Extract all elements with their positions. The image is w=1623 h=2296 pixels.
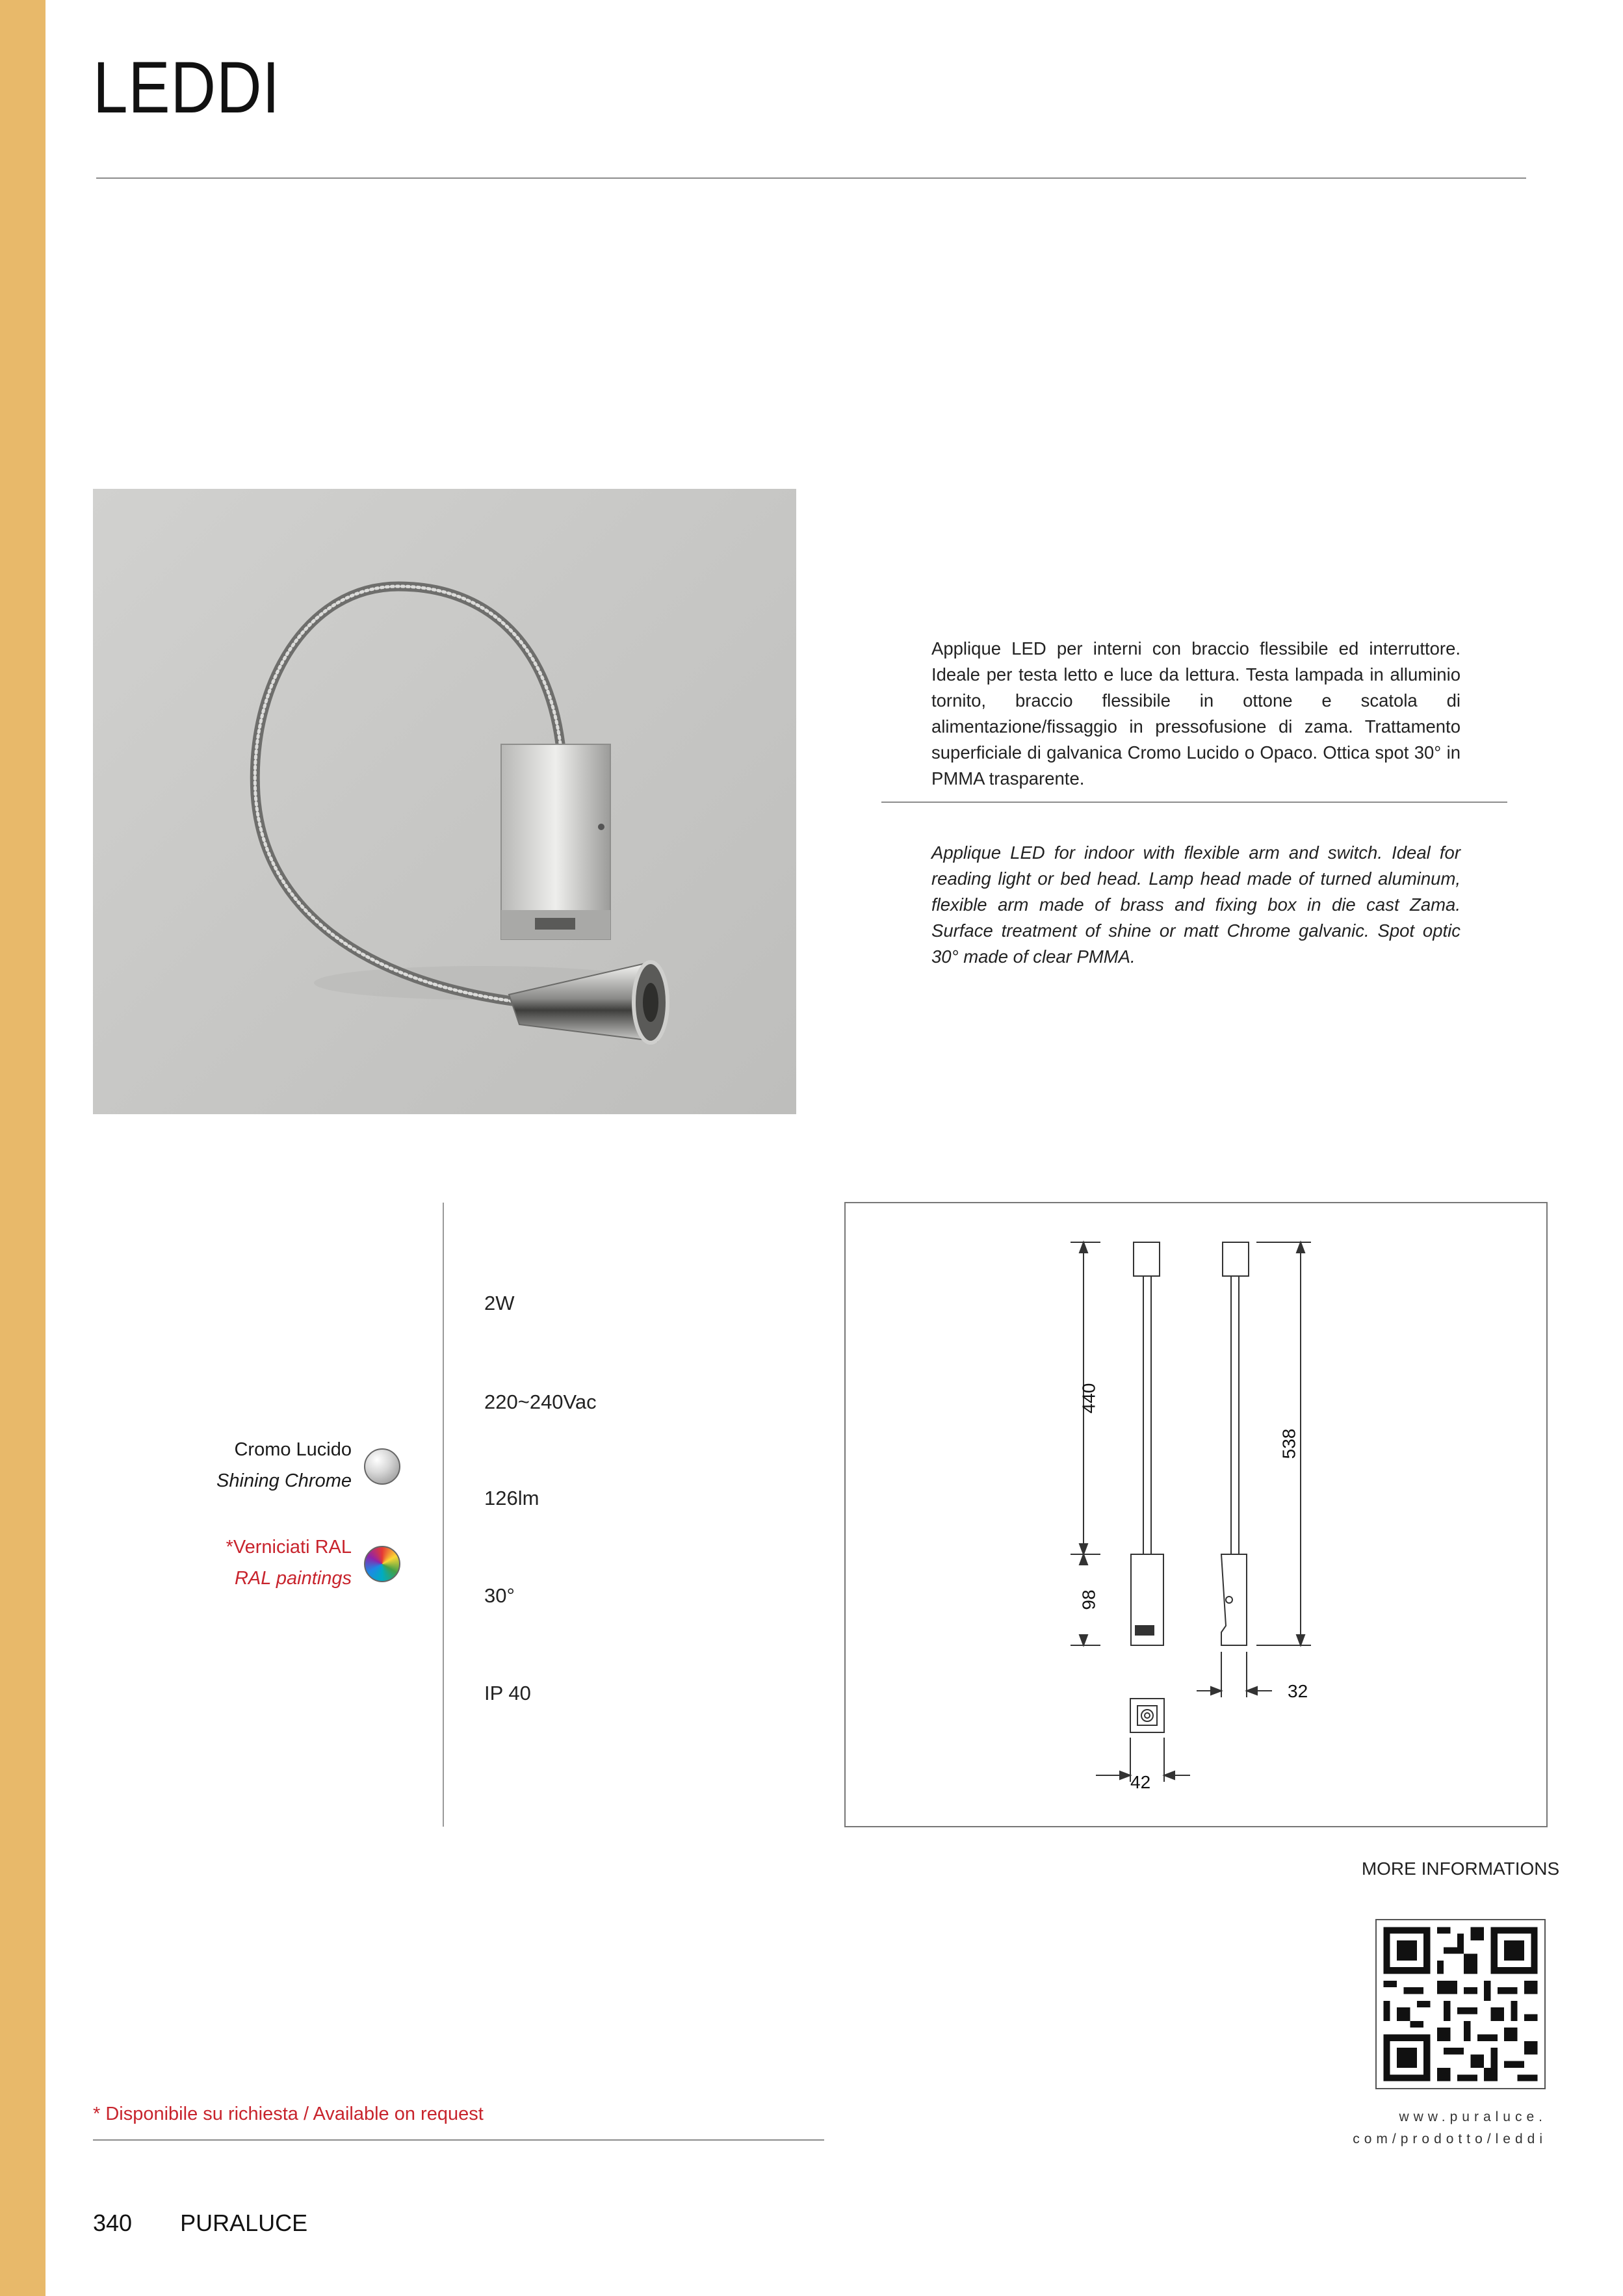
- description-english: Applique LED for indoor with flexible arm and switch. Ideal for reading light or bed head. Lamp head made of turned aluminum, flexible arm made of brass and fixing box in die cast Zama. Surface treatment of shine or matt Chrome galvanic. Spot optic 30° made of clear PMMA.: [931, 842, 1461, 967]
- page-number: 340: [93, 2210, 133, 2236]
- spec-ip-rating: IP 40: [484, 1682, 531, 1704]
- footnote-divider: [93, 2139, 824, 2141]
- spec-divider: [443, 1203, 444, 1827]
- finish-ral-name-it: *Verniciati RAL: [226, 1537, 352, 1558]
- dim-total-height: 538: [1279, 1428, 1299, 1459]
- more-info-label: MORE INFORMATIONS: [1361, 1859, 1560, 1879]
- spec-power: 2W: [484, 1292, 515, 1314]
- product-url-line1: www.puraluce.: [1399, 2109, 1547, 2124]
- qr-code-icon: [1377, 1920, 1544, 2088]
- availability-footnote: * Disponibile su richiesta / Available on request: [93, 2104, 484, 2124]
- finish-chrome-name-it: Cromo Lucido: [234, 1439, 352, 1460]
- dim-box-height: 98: [1078, 1589, 1099, 1610]
- page-footer: [93, 2209, 307, 2237]
- lamp-photo-illustration: [93, 489, 796, 1114]
- accent-side-band: [0, 0, 45, 2296]
- dim-arm-length: 440: [1078, 1383, 1099, 1414]
- title-divider: [96, 177, 1526, 179]
- spec-voltage: 220~240Vac: [484, 1390, 597, 1413]
- dim-width: 42: [1130, 1772, 1151, 1792]
- description-italian: Applique LED per interni con braccio flessibile ed interruttore. Ideale per testa letto e luce da lettura. Testa lampada in alluminio tornito, braccio flessibile in ottone e scatola di alimentazione/fissaggio in pressofusione di zama. Trattamento superficiale di galvanica Cromo Lucido o Opaco. Ottica spot 30° in PMMA trasparente.: [931, 638, 1461, 789]
- rainbow-swatch: [364, 1546, 400, 1582]
- technical-drawing: [844, 1202, 1548, 1827]
- product-url-line2: com/prodotto/leddi: [1353, 2132, 1547, 2146]
- product-url[interactable]: [1339, 2106, 1547, 2150]
- spec-beam-angle: 30°: [484, 1584, 515, 1607]
- finish-ral-name-en: RAL paintings: [234, 1568, 352, 1589]
- dim-depth: 32: [1288, 1681, 1308, 1701]
- brand-name: PURALUCE: [180, 2210, 308, 2236]
- product-photo: [93, 489, 796, 1114]
- chrome-swatch: [364, 1448, 400, 1485]
- dimension-drawing: [846, 1203, 1546, 1826]
- finish-ral-label: [226, 1532, 352, 1594]
- description-divider: [881, 802, 1507, 803]
- finish-chrome-name-en: Shining Chrome: [216, 1470, 352, 1491]
- qr-code[interactable]: [1375, 1919, 1546, 2089]
- finish-chrome-label: [216, 1434, 352, 1496]
- spec-lumen: 126lm: [484, 1487, 539, 1509]
- product-title: LEDDI: [93, 47, 280, 128]
